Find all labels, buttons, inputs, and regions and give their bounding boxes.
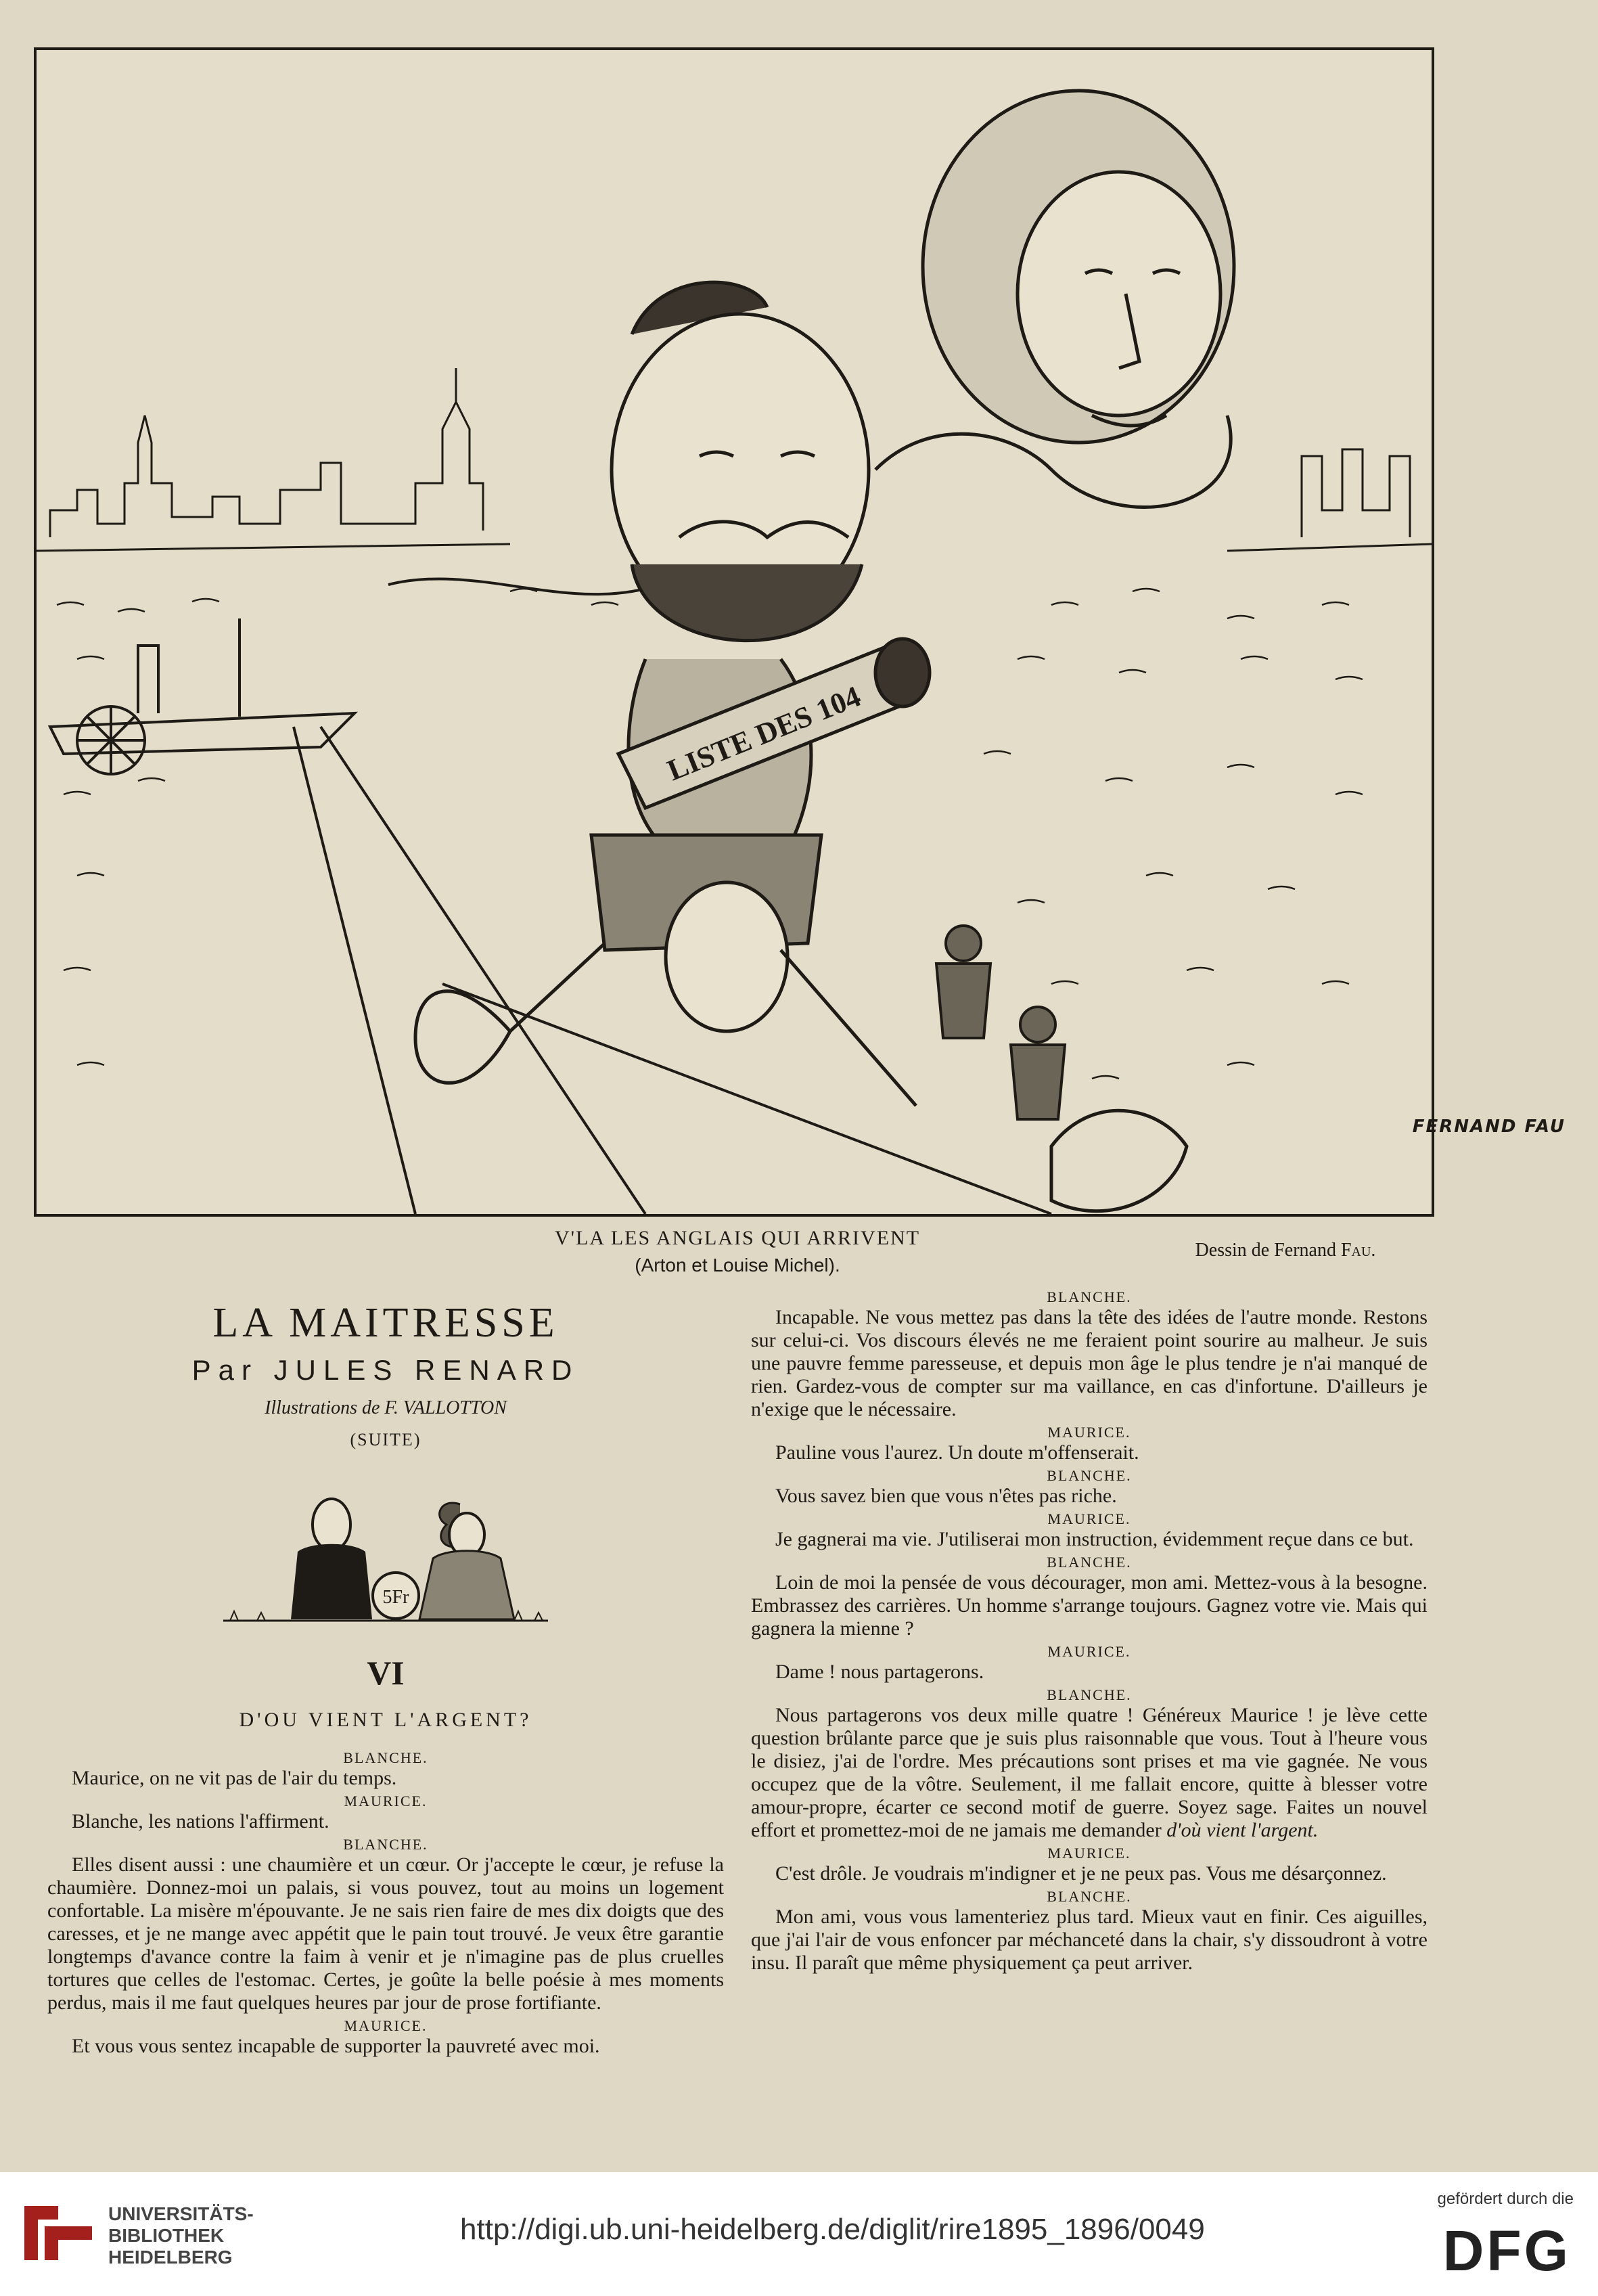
- dialogue-text: Pauline vous l'aurez. Un doute m'offenserait.: [775, 1441, 1139, 1464]
- funding-note: gefördert durch die: [1437, 2190, 1574, 2208]
- dialogue-text: Maurice, on ne vit pas de l'air du temps.: [72, 1767, 397, 1789]
- chapter-number: VI: [367, 1654, 405, 1692]
- speaker-label: MAURICE.: [1047, 1845, 1131, 1862]
- artist-signature: FERNAND FAU: [1412, 1117, 1566, 1137]
- speaker-label: BLANCHE.: [1047, 1288, 1132, 1305]
- story-title: LA MAITRESSE: [212, 1300, 559, 1346]
- dialogue-text: C'est drôle. Je voudrais m'indigner et je ne peux pas. Vous me désarçonnez.: [775, 1862, 1387, 1885]
- speaker-label: BLANCHE.: [1047, 1467, 1132, 1484]
- permalink-url[interactable]: http://digi.ub.uni-heidelberg.de/diglit/rire1895_1896/0049: [460, 2213, 1205, 2246]
- credit-name: Fau.: [1340, 1240, 1376, 1261]
- speaker-label: BLANCHE.: [1047, 1686, 1132, 1703]
- dialogue-text: Vous savez bien que vous n'êtes pas riche.: [775, 1485, 1117, 1507]
- credit-prefix: Dessin de Fernand: [1195, 1240, 1336, 1261]
- illustration-caption: [419, 1225, 1055, 1279]
- continued-label: (SUITE): [350, 1430, 421, 1449]
- story-author: Par JULES RENARD: [191, 1354, 580, 1386]
- illustration-credit: [1164, 1240, 1407, 1261]
- speaker-label: MAURICE.: [344, 2017, 428, 2034]
- speaker-label: MAURICE.: [344, 1793, 428, 1809]
- speaker-label: BLANCHE.: [343, 1836, 428, 1853]
- speaker-label: BLANCHE.: [1047, 1888, 1132, 1905]
- left-column: [47, 1286, 724, 2058]
- caption-subtitle: (Arton et Louise Michel).: [635, 1255, 840, 1276]
- dialogue-text: Blanche, les nations l'affirment.: [72, 1810, 329, 1832]
- speaker-label: MAURICE.: [1047, 1510, 1131, 1527]
- dialogue-text: Nous partagerons vos deux mille quatre ! Généreux Maurice ! je lève cette question brûlante parce que je suis plus raisonnable que vous. Tout à l'heure vous le disiez, j'ai de l'ordre. Mes précautions sont prises et ma vie gagnée. Ne vous occupez que de la vôtre. Seulement, il me fallait encore, quitte à blesser votre amour-propre, écarter ce second motif de guerre. Soyez sage. Faites un nouvel effort et promettez-moi de ne jamais me demander d'où vient l'argent.: [751, 1704, 1428, 1841]
- right-column: [751, 1286, 1428, 1975]
- dialogue-text: Elles disent aussi : une chaumière et un cœur. Or j'accepte le cœur, je refuse la chaumière. Donnez-moi un palais, si vous pouvez, tout au moins un logement confortable. La misère m'épouvante. Je ne sais rien faire de mes dix doigts que des caresses, et je ne mange avec appétit que le pain tout trouvé. Je veux être garantie longtemps d'avance contre la faim à venir et je n'imagine pas de plus cruelles tortures que celles de l'estomac. Certes, je goûte la belle poésie à mes moments perdus, mais il me faut quelques heures par jour de prose fortifiante.: [47, 1853, 724, 2014]
- chapter-title: D'OU VIENT L'ARGENT?: [239, 1709, 532, 1731]
- vignette-price: 5Fr: [382, 1587, 409, 1608]
- tube-label: LISTE DES 104: [662, 679, 865, 788]
- dialogue-text: Et vous vous sentez incapable de supporter la pauvreté avec moi.: [72, 2035, 600, 2057]
- caption-title: V'LA LES ANGLAIS QUI ARRIVENT: [554, 1227, 921, 1249]
- speaker-label: BLANCHE.: [1047, 1554, 1132, 1571]
- dialogue-text: Dame ! nous partagerons.: [775, 1661, 984, 1683]
- speaker-label: BLANCHE.: [343, 1749, 428, 1766]
- caricature-illustration: [34, 47, 1434, 1217]
- university-library-logo-icon: [18, 2199, 99, 2267]
- dialogue-text: Mon ami, vous vous lamenteriez plus tard. Mieux vaut en finir. Ces aiguilles, que j'ai l'air de vous enfoncer par méchanceté dans la chair, s'y dissoudront à votre insu. Il paraît que même physiquement ça peut arriver.: [751, 1906, 1428, 1974]
- speaker-label: MAURICE.: [1047, 1424, 1131, 1441]
- caricature-drawing: [37, 50, 1432, 1214]
- dialogue-text: Je gagnerai ma vie. J'utiliserai mon instruction, évidemment reçue dans ce but.: [775, 1528, 1414, 1550]
- library-name: UNIVERSITÄTS- BIBLIOTHEK HEIDELBERG: [108, 2203, 254, 2268]
- chapter-vignette: [216, 1477, 555, 1640]
- digitization-footer: [0, 2172, 1598, 2296]
- dfg-logo: DFG: [1442, 2219, 1571, 2282]
- dialogue-text: Incapable. Ne vous mettez pas dans la tête des idées de l'autre monde. Restons sur celui-ci. Vos discours élevés ne me feraient point sourire au malheur. Je suis une pauvre femme paresseuse, et depuis mon âge le plus tendre je n'ai manqué de rien. Gardez-vous de compter sur ma vaillance, en cas d'infortune. D'ailleurs je n'exige que le nécessaire.: [751, 1306, 1428, 1420]
- dialogue-text: Loin de moi la pensée de vous décourager, mon ami. Mettez-vous à la besogne. Embrassez des carrières. Un homme s'arrange toujours. Gagnez votre vie. Mais qui gagnera la mienne ?: [751, 1571, 1428, 1640]
- italic-phrase: d'où vient l'argent.: [1166, 1819, 1319, 1841]
- illustrator-credit: Illustrations de F. VALLOTTON: [265, 1397, 507, 1418]
- speaker-label: MAURICE.: [1047, 1643, 1131, 1660]
